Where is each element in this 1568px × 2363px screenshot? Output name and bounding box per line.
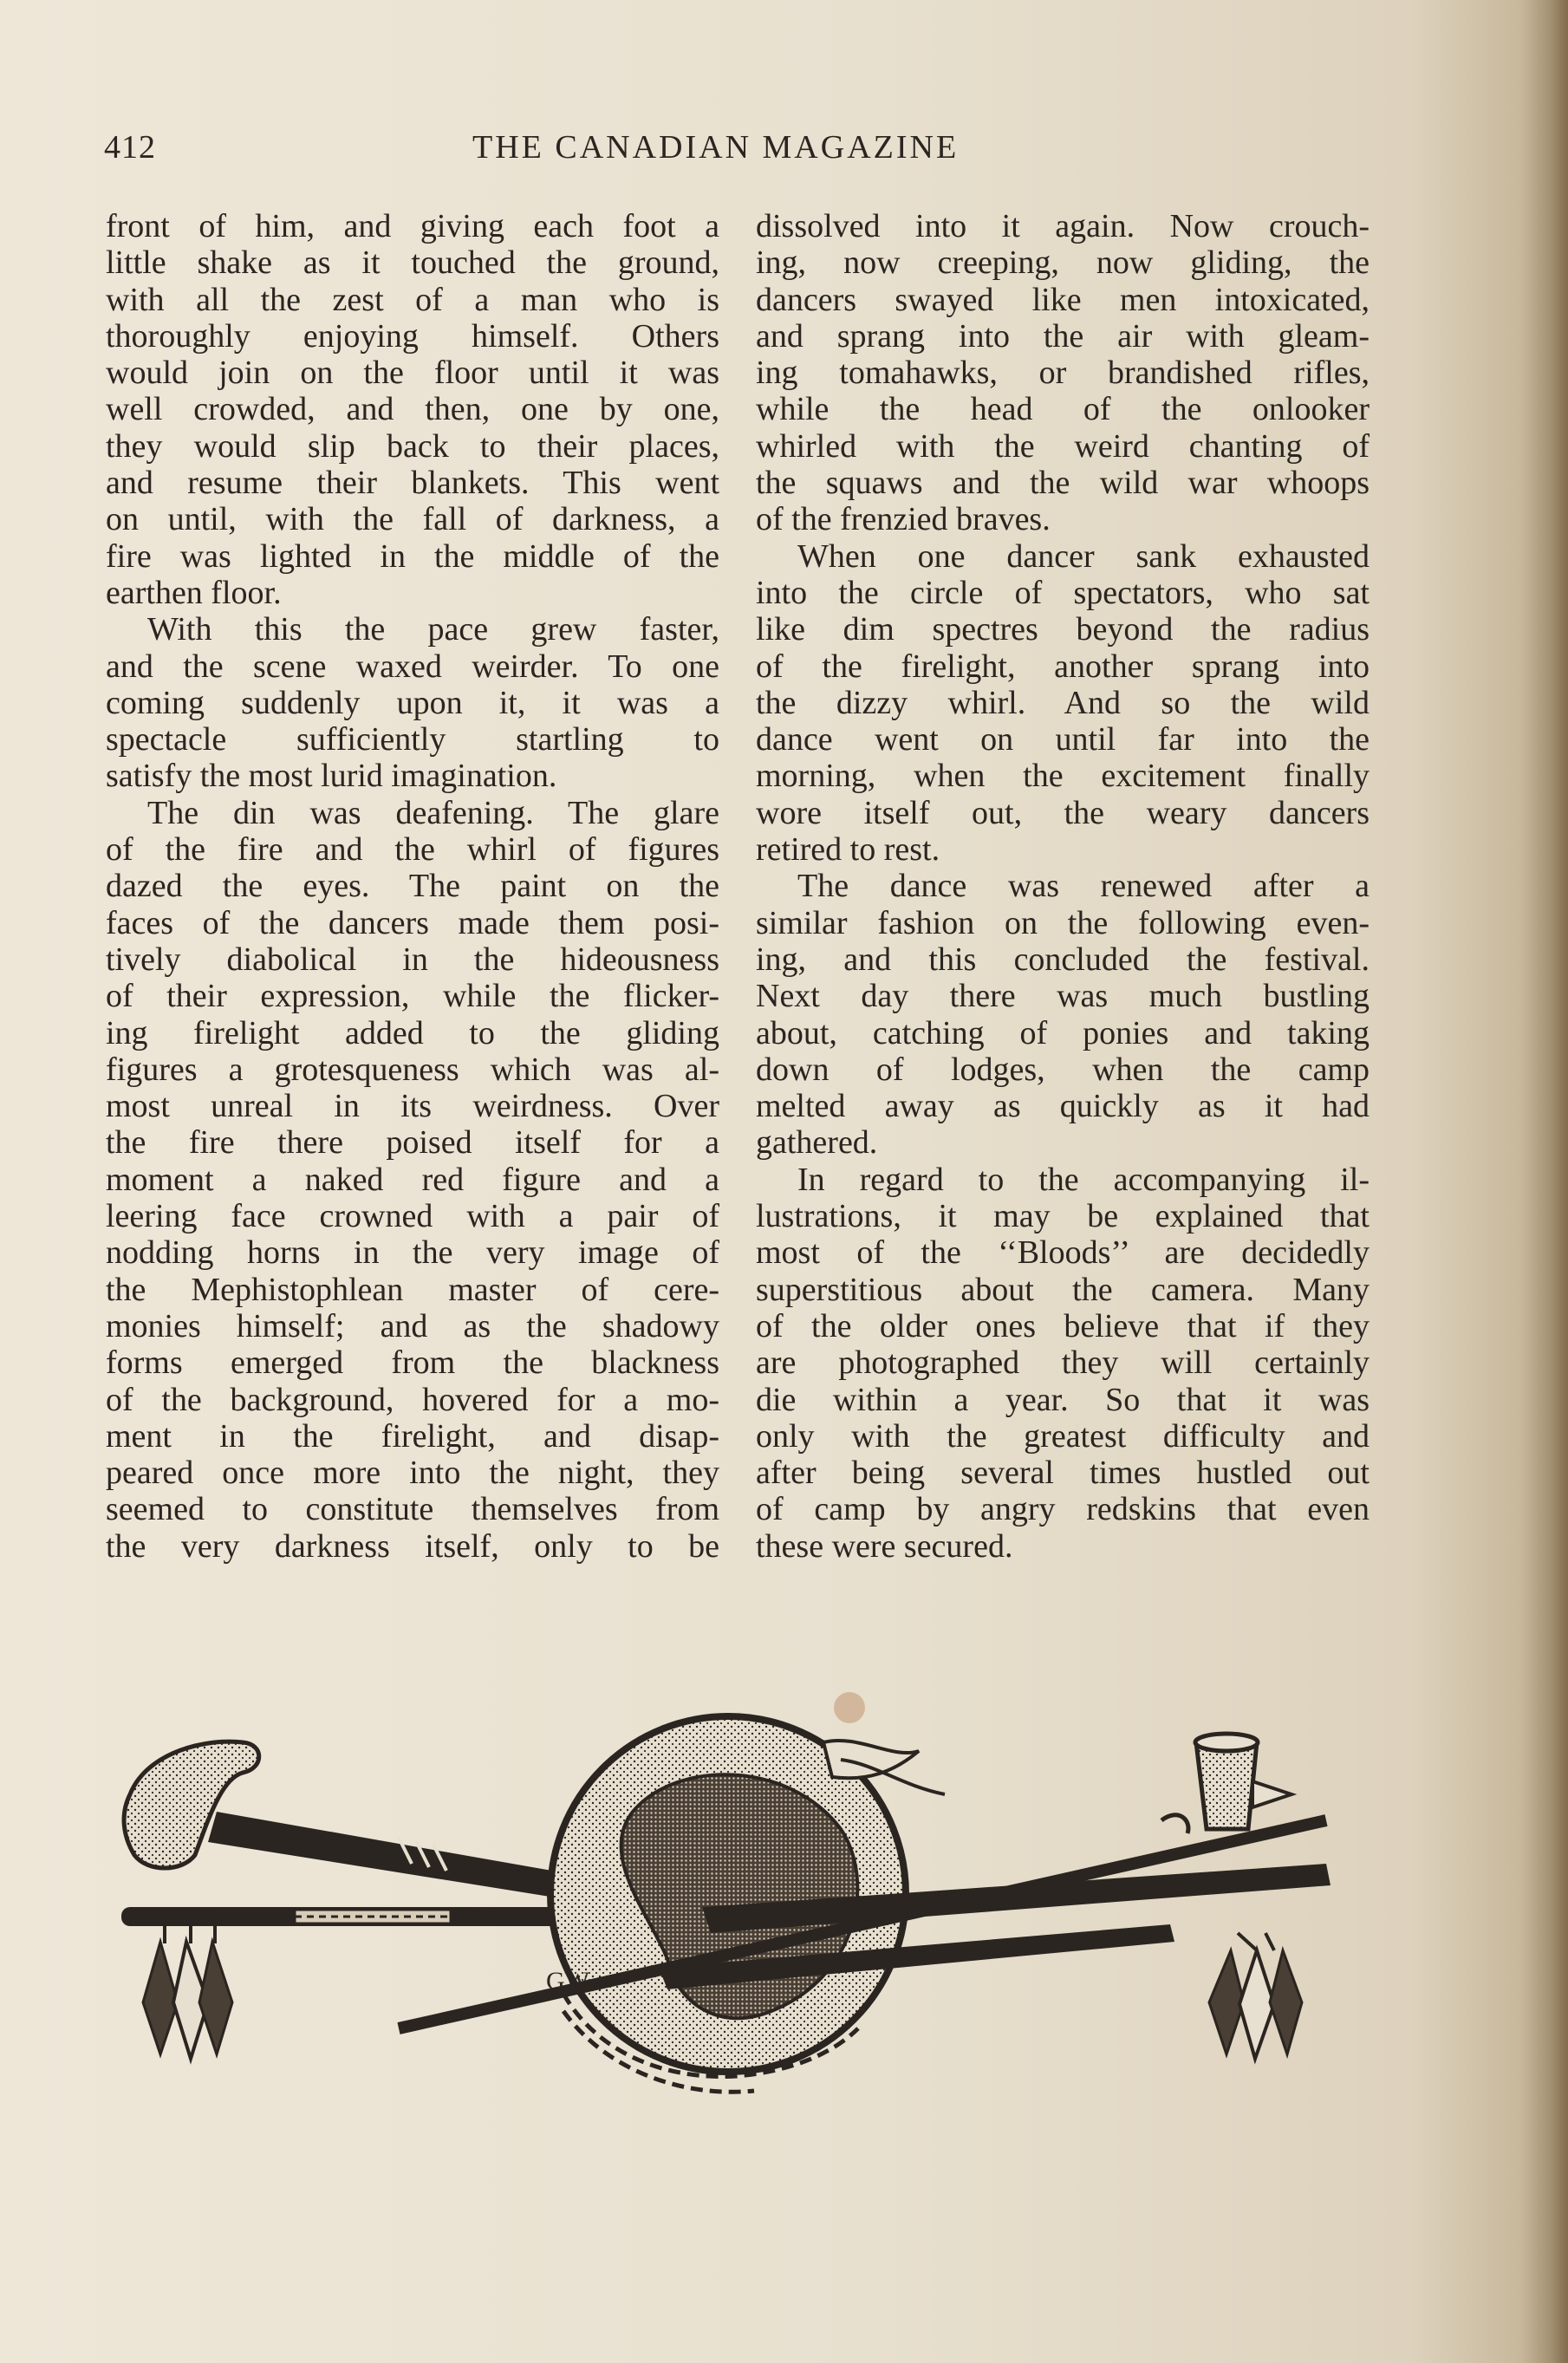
text-line: of their expression, while the flicker-	[106, 978, 719, 1015]
text-line: wore itself out, the weary dancers	[756, 794, 1370, 831]
text-line: superstitious about the camera. Many	[756, 1271, 1370, 1308]
text-line: coming suddenly upon it, it was a	[106, 684, 719, 721]
text-line: of the background, hovered for a mo-	[106, 1381, 719, 1418]
text-line: they would slip back to their places,	[106, 427, 719, 465]
text-line: peared once more into the night, they	[106, 1455, 719, 1492]
text-line: dance went on until far into the	[756, 721, 1370, 758]
text-line: the very darkness itself, only to be	[106, 1527, 719, 1565]
text-line: ing, now creeping, now gliding, the	[756, 244, 1370, 282]
text-line: and resume their blankets. This went	[106, 465, 719, 502]
text-line: dazed the eyes. The paint on the	[106, 868, 719, 905]
text-line: ing, and this concluded the festival.	[756, 941, 1370, 978]
text-line: die within a year. So that it was	[756, 1381, 1370, 1418]
text-line: morning, when the excitement finally	[756, 758, 1370, 795]
text-line: monies himself; and as the shadowy	[106, 1307, 719, 1344]
text-line: With this the pace grew faster,	[147, 611, 719, 648]
artist-monogram: GW	[546, 1967, 589, 1995]
text-line: ment in the firelight, and disap-	[106, 1417, 719, 1455]
native-artifacts-illustration	[113, 1690, 1344, 2115]
pipe-feathers-icon	[1209, 1933, 1302, 2059]
text-line: of the firelight, another sprang into	[756, 648, 1370, 685]
text-line: spectacle sufficiently startling to	[106, 721, 719, 758]
page-edge-shadow	[1552, 0, 1568, 2363]
text-line: and the scene waxed weirder. To one	[106, 648, 719, 685]
running-title: THE CANADIAN MAGAZINE	[472, 129, 960, 166]
text-line: into the circle of spectators, who sat	[756, 574, 1370, 611]
text-line: on until, with the fall of darkness, a	[106, 501, 719, 538]
text-line: the dizzy whirl. And so the wild	[756, 684, 1370, 721]
text-line: dancers swayed like men intoxicated,	[756, 281, 1370, 318]
text-line: and sprang into the air with gleam-	[756, 317, 1370, 355]
text-line: little shake as it touched the ground,	[106, 244, 719, 282]
text-line: moment a naked red figure and a	[106, 1161, 719, 1198]
text-line: most of the ‘‘Bloods’’ are decidedly	[756, 1234, 1370, 1272]
text-line: well crowded, and then, one by one,	[106, 391, 719, 428]
text-line: whirled with the weird chanting of	[756, 427, 1370, 465]
text-line: nodding horns in the very image of	[106, 1234, 719, 1272]
text-line: ing firelight added to the gliding	[106, 1014, 719, 1051]
text-line: of the frenzied braves.	[756, 501, 1051, 538]
text-line: similar fashion on the following even-	[756, 904, 1370, 941]
text-line: the Mephistophlean master of cere-	[106, 1271, 719, 1308]
page-header	[104, 128, 1370, 172]
text-line: lustrations, it may be explained that	[756, 1198, 1370, 1235]
text-line: The dance was renewed after a	[797, 868, 1370, 905]
text-line: earthen floor.	[106, 574, 282, 611]
text-line: In regard to the accompanying il-	[797, 1161, 1370, 1198]
paper-stain	[834, 1692, 865, 1723]
text-line: would join on the floor until it was	[106, 355, 719, 392]
text-line: of the fire and the whirl of figures	[106, 831, 719, 869]
text-line: The din was deafening. The glare	[147, 794, 719, 831]
text-line: forms emerged from the blackness	[106, 1344, 719, 1382]
text-line: figures a grotesqueness which was al-	[106, 1051, 719, 1088]
text-line: while the head of the onlooker	[756, 391, 1370, 428]
text-line: the fire there poised itself for a	[106, 1124, 719, 1162]
hanging-feathers-icon	[143, 1926, 232, 2059]
left-column	[106, 208, 719, 1565]
text-line: dissolved into it again. Now crouch-	[756, 208, 1370, 244]
text-line: satisfy the most lurid imagination.	[106, 758, 557, 795]
text-line: ing tomahawks, or brandished rifles,	[756, 355, 1370, 392]
text-line: the squaws and the wild war whoops	[756, 465, 1370, 502]
text-line: When one dancer sank exhausted	[797, 537, 1370, 575]
page-number: 412	[104, 129, 156, 166]
text-line: fire was lighted in the middle of the	[106, 537, 719, 575]
text-line: of camp by angry redskins that even	[756, 1491, 1370, 1528]
text-line: like dim spectres beyond the radius	[756, 611, 1370, 648]
text-line: tively diabolical in the hideousness	[106, 941, 719, 978]
text-line: thoroughly enjoying himself. Others	[106, 317, 719, 355]
text-line: these were secured.	[756, 1527, 1013, 1565]
text-line: faces of the dancers made them posi-	[106, 904, 719, 941]
text-line: of the older ones believe that if they	[756, 1307, 1370, 1344]
text-line: only with the greatest difficulty and	[756, 1417, 1370, 1455]
text-line: seemed to constitute themselves from	[106, 1491, 719, 1528]
text-line: with all the zest of a man who is	[106, 281, 719, 318]
text-line: Next day there was much bustling	[756, 978, 1370, 1015]
text-line: after being several times hustled out	[756, 1455, 1370, 1492]
text-line: most unreal in its weirdness. Over	[106, 1088, 719, 1125]
text-line: melted away as quickly as it had	[756, 1088, 1370, 1125]
text-line: retired to rest.	[756, 831, 940, 869]
text-line: front of him, and giving each foot a	[106, 208, 719, 244]
right-column	[756, 208, 1370, 1565]
text-line: leering face crowned with a pair of	[106, 1198, 719, 1235]
text-line: about, catching of ponies and taking	[756, 1014, 1370, 1051]
text-line: are photographed they will certainly	[756, 1344, 1370, 1382]
text-line: gathered.	[756, 1124, 878, 1162]
text-line: down of lodges, when the camp	[756, 1051, 1370, 1088]
